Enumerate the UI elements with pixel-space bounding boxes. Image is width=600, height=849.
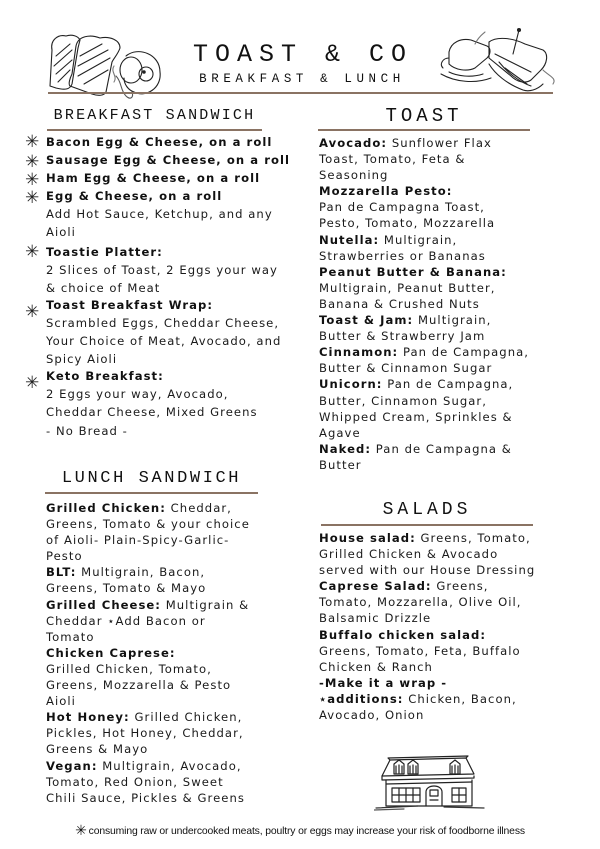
item-description: Aioli (46, 225, 76, 240)
item-description: Cheddar, (165, 501, 232, 515)
item-description: Chicken & Ranch (319, 659, 433, 674)
food-safety-disclaimer (0, 822, 600, 839)
item-description: Greens, Tomato, (415, 531, 531, 545)
salads-divider (321, 524, 533, 526)
toast-list (319, 135, 559, 473)
item-description: Greens, Tomato, Feta, Buffalo (319, 643, 521, 658)
asterisk-icon: ✳ (25, 373, 40, 394)
lunch-line (46, 774, 306, 790)
item-description: Avocado, Onion (319, 708, 425, 723)
item-name: Chicken Caprese: (46, 645, 176, 660)
item-name: Vegan: (46, 758, 98, 773)
toast-line (319, 425, 559, 441)
toast-line (319, 376, 559, 392)
item-name: House salad: (319, 531, 416, 545)
toast-divider (318, 129, 530, 131)
item-description: Multigrain, Peanut Butter, (319, 280, 496, 295)
lunch-divider (45, 492, 258, 494)
toast-line (319, 312, 559, 328)
item-description: Greens, Mozzarella & Pesto (46, 678, 232, 693)
item-name: Unicorn: (319, 377, 383, 392)
toast-line (319, 360, 559, 376)
item-description: Multigrain, Bacon, (76, 565, 206, 580)
toast-line (319, 280, 559, 296)
menu-item-ham-egg-cheese (25, 170, 306, 191)
lunch-line (46, 516, 306, 532)
lunch-line (46, 758, 306, 774)
toast-line (319, 344, 559, 360)
asterisk-icon: ✳ (25, 241, 40, 262)
asterisk-icon: ✳ (25, 301, 40, 322)
toast-line (319, 264, 559, 280)
lunch-line (46, 790, 306, 806)
item-description: Balsamic Drizzle (319, 611, 432, 626)
breakfast-list (25, 132, 306, 439)
item-description: Seasoning (319, 168, 389, 183)
toast-line (319, 199, 559, 215)
item-description: Chicken, Bacon, (403, 691, 517, 706)
item-description: Your Choice of Meat, Avocado, and (46, 334, 282, 349)
item-name: Nutella: (319, 232, 380, 247)
item-description: Greens & Mayo (46, 742, 149, 757)
lunch-line (46, 500, 306, 516)
item-description: of Aioli- Plain-Spicy-Garlic- (46, 533, 230, 548)
salad-line (319, 675, 559, 691)
item-name: BLT: (46, 565, 77, 580)
restaurant-name: TOAST & CO (192, 40, 414, 69)
salad-line (319, 691, 559, 707)
salads-list (319, 530, 559, 723)
item-description: Whipped Cream, Sprinkles & (319, 409, 513, 424)
item-description: Agave (319, 425, 361, 440)
item-name: ⋆additions: (319, 691, 404, 706)
salad-line (319, 578, 559, 594)
toast-line (319, 167, 559, 183)
item-description: Pan de Campagna, (382, 377, 514, 392)
item-description: Spicy Aioli (46, 352, 118, 367)
menu-item-keto-breakfast (25, 368, 306, 438)
salad-line (319, 530, 559, 546)
item-description: Cheddar ⋆Add Bacon or (46, 613, 206, 628)
toast-line (319, 441, 559, 457)
lunch-line (46, 741, 306, 757)
item-description: Pesto, Tomato, Mozzarella (319, 216, 496, 231)
item-name: Hot Honey: (46, 710, 130, 725)
item-description: Grilled Chicken, (129, 710, 243, 725)
lunch-line (46, 548, 306, 564)
lunch-line (46, 613, 306, 629)
item-description: Pickles, Hot Honey, Cheddar, (46, 726, 244, 741)
menu-item-bacon-egg-cheese (25, 132, 306, 152)
menu-header (0, 0, 600, 100)
salad-line (319, 562, 559, 578)
section-title-breakfast: BREAKFAST SANDWICH (53, 107, 256, 124)
section-title-toast: TOAST (385, 105, 463, 127)
asterisk-icon: ✳ (25, 132, 40, 152)
lunch-line (46, 580, 306, 596)
menu-item-egg-cheese (25, 188, 306, 240)
salad-line (319, 643, 559, 659)
item-description: Banana & Crushed Nuts (319, 296, 480, 311)
item-name: Buffalo chicken salad: (319, 627, 487, 642)
item-description: Multigrain & (161, 597, 250, 612)
menu-item-toast-breakfast-wrap (25, 297, 306, 367)
item-description: Pan de Campagna, (398, 345, 529, 360)
lunch-line (46, 709, 306, 725)
menu-item-sausage-egg-cheese (25, 152, 306, 173)
breakfast-divider (47, 129, 262, 131)
lunch-line (46, 725, 306, 741)
item-name: Grilled Cheese: (46, 597, 161, 612)
salad-line (319, 659, 559, 675)
toast-line (319, 135, 559, 151)
item-name: Toast & Jam: (319, 313, 414, 328)
item-description: Pan de Campagna & (371, 441, 512, 456)
lunch-line (46, 564, 306, 580)
asterisk-icon: ✳ (25, 188, 40, 209)
item-description: Sunflower Flax (387, 136, 492, 150)
disclaimer-text: consuming raw or undercooked meats, poultry or eggs may increase your risk of foodborne illness (88, 826, 525, 837)
item-description: Butter, Cinnamon Sugar, (319, 393, 487, 408)
item-name: Toastie Platter: (46, 244, 163, 259)
lunch-line (46, 677, 306, 693)
item-description: Greens, (431, 579, 489, 594)
item-name: Grilled Chicken: (46, 501, 166, 515)
item-description: 2 Slices of Toast, 2 Eggs your way (46, 262, 278, 277)
item-description: - No Bread - (46, 423, 128, 438)
item-name: Peanut Butter & Banana: (319, 264, 507, 279)
salad-line (319, 594, 559, 610)
item-description: Multigrain, (379, 232, 458, 247)
salad-line (319, 546, 559, 562)
item-description: Greens, Tomato & your choice (46, 517, 250, 532)
item-description: & choice of Meat (46, 280, 161, 295)
toast-line (319, 393, 559, 409)
lunch-line (46, 532, 306, 548)
menu-item-toastie-platter (25, 241, 306, 296)
item-description: Greens, Tomato & Mayo (46, 581, 207, 596)
toast-line (319, 232, 559, 248)
restaurant-tagline: BREAKFAST & LUNCH (199, 72, 405, 86)
item-description: Grilled Chicken, Tomato, (46, 661, 212, 676)
section-title-salads: SALADS (382, 500, 472, 520)
toast-line (319, 248, 559, 264)
item-name: Cinnamon: (319, 345, 399, 360)
item-description: Add Hot Sauce, Ketchup, and any (46, 207, 273, 222)
item-name: Sausage Egg & Cheese, on a roll (46, 153, 291, 168)
item-name: Toast Breakfast Wrap: (46, 297, 214, 312)
item-description: Multigrain, (413, 313, 492, 328)
item-description: Multigrain, Avocado, (97, 758, 242, 773)
item-name: Ham Egg & Cheese, on a roll (46, 171, 261, 186)
item-name: Bacon Egg & Cheese, on a roll (46, 135, 273, 149)
item-name: Egg & Cheese, on a roll (46, 189, 223, 204)
asterisk-icon: ✳ (75, 822, 87, 838)
toast-line (319, 328, 559, 344)
toast-line (319, 409, 559, 425)
lunch-list (46, 500, 306, 806)
lunch-line (46, 597, 306, 613)
toast-line (319, 457, 559, 473)
salad-line (319, 707, 559, 723)
toast-line (319, 215, 559, 231)
header-divider (48, 92, 553, 94)
lunch-line (46, 629, 306, 645)
item-description: Butter & Cinnamon Sugar (319, 361, 493, 376)
item-description: Grilled Chicken & Avocado (319, 547, 499, 562)
toast-line (319, 183, 559, 199)
item-description: served with our House Dressing (319, 563, 536, 578)
salad-line (319, 610, 559, 626)
item-description: 2 Eggs your way, Avocado, (46, 387, 229, 402)
toast-line (319, 151, 559, 167)
house-illustration (374, 752, 486, 812)
asterisk-icon: ✳ (25, 152, 40, 173)
item-description: Chili Sauce, Pickles & Greens (46, 790, 245, 805)
item-description: Tomato (46, 629, 95, 644)
item-description: Scrambled Eggs, Cheddar Cheese, (46, 315, 280, 330)
item-name: Keto Breakfast: (46, 369, 164, 384)
salad-line (319, 627, 559, 643)
lunch-line (46, 661, 306, 677)
item-name: Caprese Salad: (319, 579, 432, 594)
lunch-line (46, 645, 306, 661)
item-description: Butter & Strawberry Jam (319, 329, 486, 344)
toast-line (319, 296, 559, 312)
item-name: Naked: (319, 441, 372, 456)
sandwich-illustration (435, 24, 559, 94)
item-name: Mozzarella Pesto: (319, 184, 453, 199)
item-description: Tomato, Mozzarella, Olive Oil, (319, 595, 522, 610)
lunch-line (46, 693, 306, 709)
item-description: Butter (319, 457, 362, 472)
item-description: Pesto (46, 549, 83, 564)
item-name: Avocado: (319, 136, 388, 150)
item-description: Tomato, Red Onion, Sweet (46, 774, 224, 789)
item-name: -Make it a wrap - (319, 675, 448, 690)
item-description: Strawberries or Bananas (319, 248, 486, 263)
asterisk-icon: ✳ (25, 170, 40, 191)
item-description: Pan de Campagna Toast, (319, 200, 485, 215)
section-title-lunch: LUNCH SANDWICH (61, 469, 242, 488)
item-description: Aioli (46, 694, 76, 709)
item-description: Toast, Tomato, Feta & (319, 152, 466, 167)
item-description: Cheddar Cheese, Mixed Greens (46, 405, 258, 420)
